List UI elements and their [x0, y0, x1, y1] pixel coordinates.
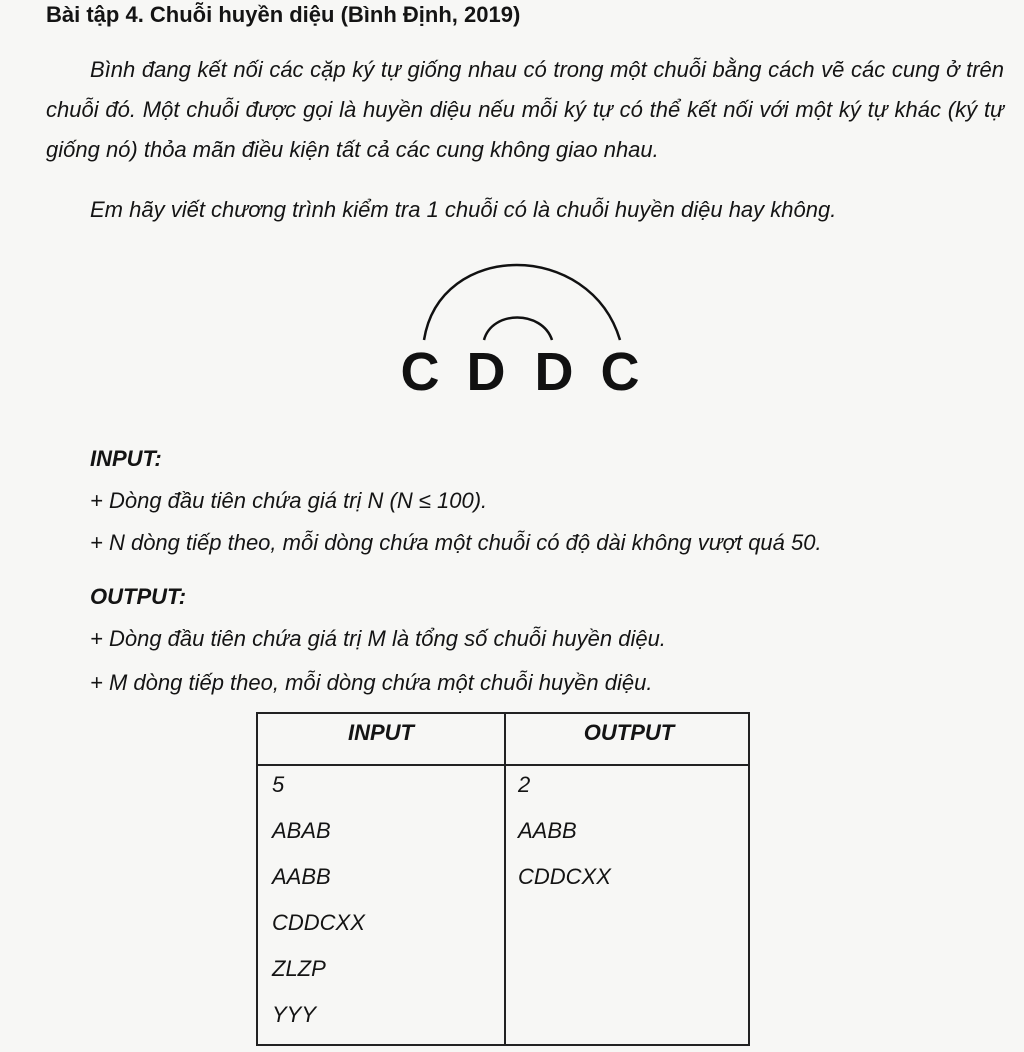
- table-cell: CDDCXX: [272, 910, 365, 935]
- exercise-title: Bài tập 4. Chuỗi huyền diệu (Bình Định, 2019): [46, 2, 521, 27]
- table-header-divider: [258, 764, 748, 766]
- letter-c-2: C: [600, 342, 640, 402]
- input-heading: INPUT:: [90, 446, 162, 471]
- input-column: [272, 774, 365, 1050]
- output-column: [518, 774, 611, 912]
- task-paragraph: Em hãy viết chương trình kiểm tra 1 chuỗi có là chuỗi huyền diệu hay không.: [90, 197, 837, 222]
- table-cell: 5: [272, 772, 285, 797]
- table-cell: ABAB: [272, 818, 331, 843]
- arc-diagram: [380, 250, 660, 410]
- example-table: [256, 712, 750, 1046]
- inner-arc: [484, 318, 552, 341]
- table-cell: AABB: [518, 818, 577, 843]
- intro-paragraph: Bình đang kết nối các cặp ký tự giống nhau có trong một chuỗi bằng cách vẽ các cung ở trên chuỗi đó. Một chuỗi được gọi là huyền diệu nếu mỗi ký tự có thể kết nối với một ký tự khác (ký tự giống nó) thỏa mãn điều kiện tất cả các cung không giao nhau.: [46, 57, 1004, 162]
- input-line-2: + N dòng tiếp theo, mỗi dòng chứa một chuỗi có độ dài không vượt quá 50.: [90, 530, 822, 555]
- table-header-input: INPUT: [348, 720, 414, 745]
- letter-d-2: D: [534, 342, 574, 402]
- letter-d-1: D: [466, 342, 506, 402]
- output-heading: OUTPUT:: [90, 584, 187, 609]
- letter-c-1: C: [400, 342, 440, 402]
- table-header-output: OUTPUT: [583, 720, 675, 745]
- table-cell: AABB: [272, 864, 331, 889]
- table-cell: ZLZP: [272, 956, 326, 981]
- table-cell: 2: [518, 772, 531, 797]
- table-cell: YYY: [272, 1002, 317, 1027]
- outer-arc: [424, 265, 620, 340]
- table-cell: CDDCXX: [518, 864, 611, 889]
- output-line-1: + Dòng đầu tiên chứa giá trị M là tổng số chuỗi huyền diệu.: [90, 626, 666, 651]
- output-line-2: + M dòng tiếp theo, mỗi dòng chứa một chuỗi huyền diệu.: [90, 670, 653, 695]
- input-line-1: + Dòng đầu tiên chứa giá trị N (N ≤ 100).: [90, 488, 488, 513]
